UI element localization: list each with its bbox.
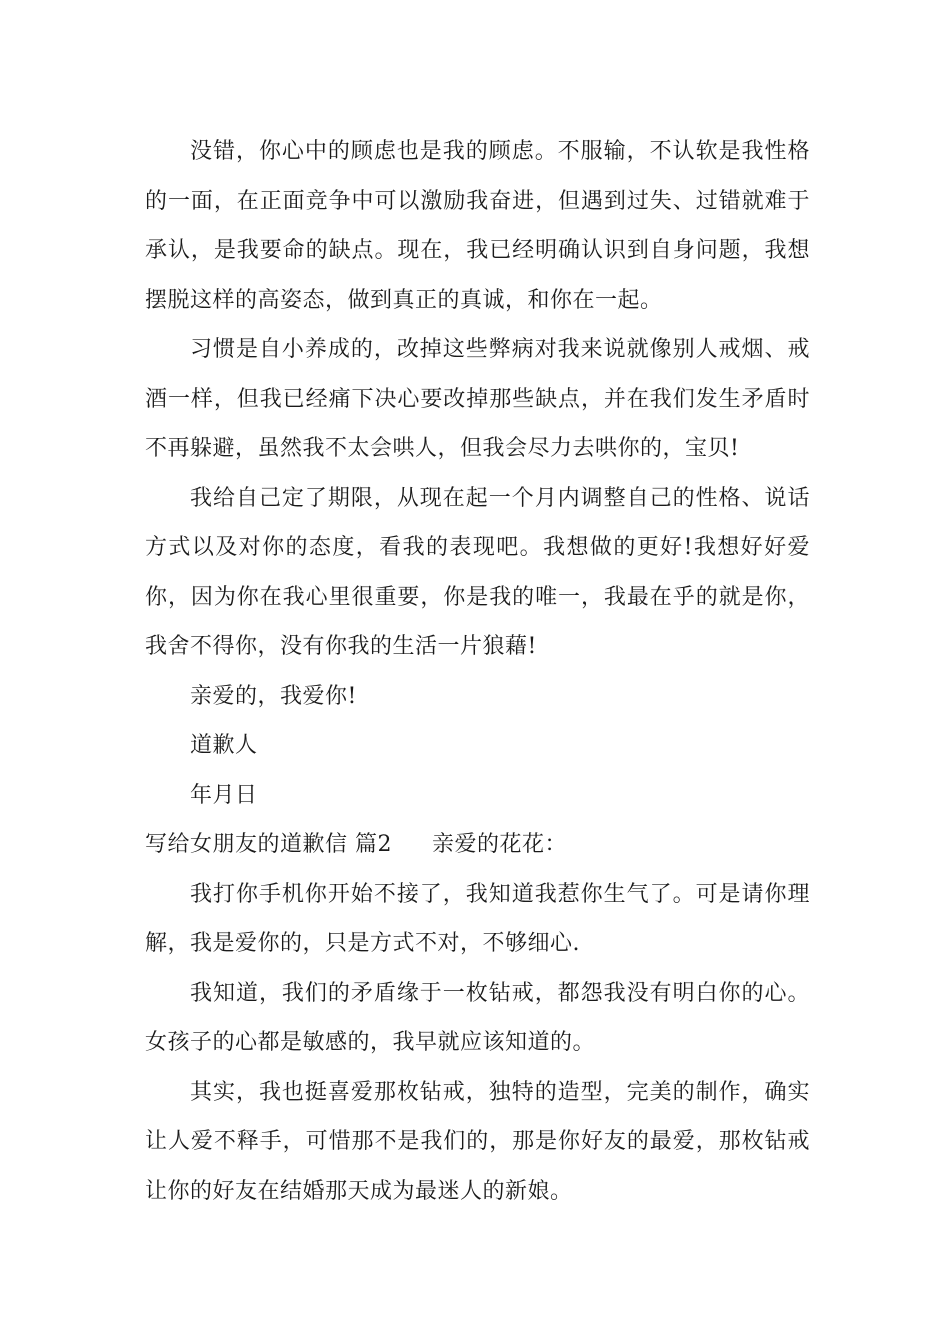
closing-line: 亲爱的，我爱你!: [190, 683, 357, 709]
paragraph-6: 其实，我也挺喜爱那枚钻戒，独特的造型，完美的制作，确实让人爱不释手，可惜那不是我们的，那是你好友的最爱，那枚钻戒让你的好友在结婚那天成为最迷人的新娘。: [145, 1079, 810, 1204]
paragraph-3: 我给自己定了期限，从现在起一个月内调整自己的性格、说话方式以及对你的态度，看我的表现吧。我想做的更好!我想好好爱你，因为你在我心里很重要，你是我的唯一，我最在乎的就是你，我舍不得你，没有你我的生活一片狼藉!: [145, 485, 810, 659]
paragraph-1: 没错，你心中的顾虑也是我的顾虑。不服输，不认软是我性格的一面，在正面竞争中可以激励我奋进，但遇到过失、过错就难于承认，是我要命的缺点。现在，我已经明确认识到自身问题，我想摆脱这样的高姿态，做到真正的真诚，和你在一起。: [145, 139, 810, 313]
paragraph-4: 我打你手机你开始不接了，我知道我惹你生气了。可是请你理解，我是爱你的，只是方式不对，不够细心.: [145, 881, 810, 956]
paragraph-5: 我知道，我们的矛盾缘于一枚钻戒，都怨我没有明白你的心。女孩子的心都是敏感的，我早就应该知道的。: [145, 980, 810, 1055]
signature-line: 道歉人: [190, 733, 258, 758]
section-heading-line: [145, 820, 810, 870]
paragraph-2: 习惯是自小养成的，改掉这些弊病对我来说就像别人戒烟、戒酒一样，但我已经痛下决心要改掉那些缺点，并在我们发生矛盾时不再躲避，虽然我不太会哄人，但我会尽力去哄你的，宝贝!: [145, 337, 810, 461]
section-title: 写给女朋友的道歉信 篇2: [145, 832, 392, 857]
date-line: 年月日: [190, 782, 258, 808]
salutation: 亲爱的花花：: [432, 832, 568, 857]
document-body: [145, 127, 810, 1216]
